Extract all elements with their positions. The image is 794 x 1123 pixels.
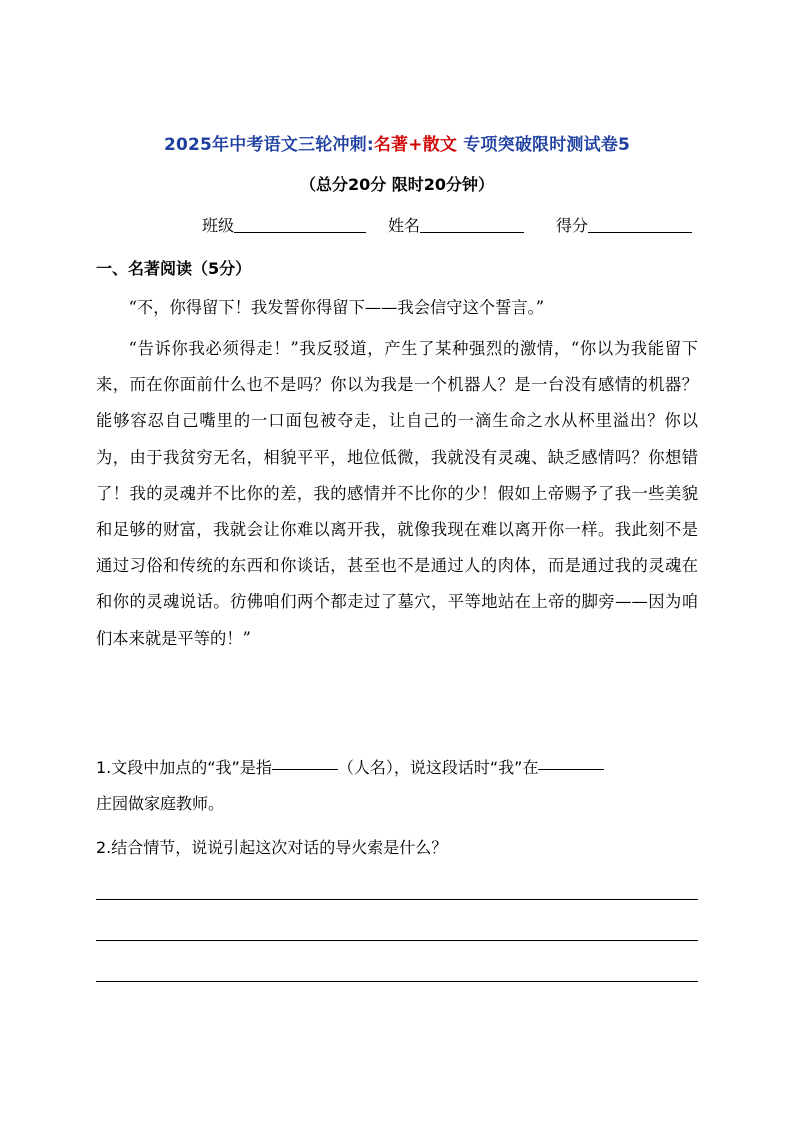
passage-paragraph: “告诉你我必须得走！”我反驳道，产生了某种强烈的激情，“你以为我能留下来，而在你面前什么也不是吗？你以为我是一个机器人？是一台没有感情的机器？能够容忍自己嘴里的一口面包被夺走，让自己的一滴生命之水从杯里溢出？你以为，由于我贫穷无名，相貌平平，地位低微，我就没有灵魂、缺乏感情吗？你想错了！我的灵魂并不比你的差，我的感情并不比你的少！假如上帝赐予了我一些美貌和足够的财富，我就会让你难以离开我，就像我现在难以离开你一样。我此刻不是通过习俗和传统的东西和你谈话，甚至也不是通过人的肉体，而是通过我的灵魂在和你的灵魂说话。彷佛咱们两个都走过了墓穴，平等地站在上帝的脚旁——因为咱们本来就是平等的！” xyxy=(96,339,698,648)
answer-line[interactable] xyxy=(96,940,698,941)
score-field xyxy=(556,213,692,236)
question-2: 2.结合情节，说说引起这次对话的导火索是什么？ xyxy=(96,838,448,857)
passage-paragraph: “不，你得留下！我发誓你得留下——我会信守这个誓言。” xyxy=(128,298,545,317)
section-heading: 一、名著阅读（5分） xyxy=(96,259,252,278)
question-1-text-a: 1.文段中加点的“我”是指 xyxy=(96,758,272,777)
page-title xyxy=(0,130,794,155)
title-prefix: 2025年中考语文三轮冲刺: xyxy=(163,135,374,155)
title-highlight: 名著+散文 xyxy=(373,135,458,155)
answer-line[interactable] xyxy=(96,899,698,900)
page-subtitle: （总分20分 限时20分钟） xyxy=(299,175,495,194)
class-field xyxy=(202,213,366,236)
score-blank[interactable] xyxy=(588,213,692,233)
question-1-blank-place[interactable] xyxy=(538,750,604,770)
name-label: 姓名 xyxy=(388,216,421,235)
answer-line[interactable] xyxy=(96,981,698,982)
title-suffix: 专项突破限时测试卷5 xyxy=(457,135,631,155)
question-1 xyxy=(96,750,700,822)
question-1-blank-name[interactable] xyxy=(272,750,338,770)
score-label: 得分 xyxy=(556,216,589,235)
class-blank[interactable] xyxy=(234,213,366,233)
question-1-text-b: （人名），说这段话时“我”在 xyxy=(337,758,539,777)
name-field xyxy=(388,213,524,236)
name-blank[interactable] xyxy=(420,213,524,233)
class-label: 班级 xyxy=(202,216,235,235)
student-info-row xyxy=(202,213,698,239)
question-1-text-c: 庄园做家庭教师。 xyxy=(96,794,225,813)
